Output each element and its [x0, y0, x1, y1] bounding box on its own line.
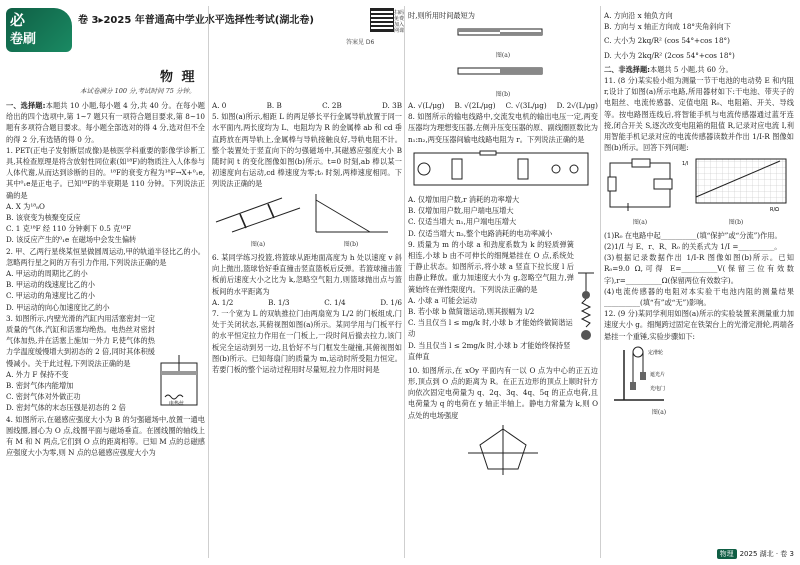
q12-stem: 12. (9 分)某同学利用如图(a)所示的实验装置来测量重力加速度大小 g。细绳跨过固定在铁架台上的光滑定滑轮,两端各悬挂一个重锤,实验步骤如下: [604, 309, 794, 341]
q11-part-4: (4)电流传感器的电阻对本实验干电池内阻的测量结果__________(填“有”或“无”)影响。 [604, 286, 794, 308]
q10-option[interactable]: D. 大小为 2kq/R² (2cos 54°+cos 18°) [604, 50, 735, 60]
brand-logo [6, 8, 72, 52]
q11-fig-a [604, 155, 676, 227]
heater-coil [165, 395, 183, 399]
q3-stem: 3. 如图所示,内壁光滑的汽缸内用活塞密封一定质量的气体,汽缸和活塞均绝热。电热丝对密封气体加热,并在活塞上施加一外力 F,使气体的热力学温度缓慢增大到初态的 2 倍,同时其体积缓慢减小。关于此过程,下列说法正确的是 [6, 313, 155, 368]
q8-option[interactable]: A. 仅增加用户数,r 消耗的功率增大 [408, 195, 520, 205]
piston [161, 371, 197, 375]
q5-fig-b-caption: 图(b) [343, 240, 359, 248]
q10-option[interactable]: B. 方向与 x 轴正方向成 18°夹角斜向下 [604, 22, 731, 32]
q11-part-2: (2)1/I 与 E、r、R、R₀ 的关系式为 1/I =__________。 [604, 242, 782, 252]
q3-option[interactable]: B. 密封气体内能增加 [6, 381, 74, 391]
q9-option[interactable]: A. 小球 a 可能会运动 [408, 295, 477, 305]
q8-lead: 时,则所用时间最短为 [408, 11, 475, 20]
q8-fig-a-caption: 图(a) [495, 52, 511, 60]
q10-option[interactable]: C. 大小为 2kq/R² (cos 54°+cos 18°) [604, 36, 730, 46]
q9-option[interactable]: B. 若小球 b 做简谐运动,则其振幅为 l/2 [408, 307, 535, 317]
q8-option[interactable]: C. √(3L/μg) [505, 101, 547, 111]
rails-figure [212, 192, 304, 236]
qr-note: 扫码免费加入网课 [394, 10, 405, 34]
rail-top [216, 198, 282, 222]
column-2 [212, 100, 402, 375]
q5-fig-b [310, 192, 392, 250]
q8-option[interactable]: B. √(2L/μg) [454, 101, 496, 111]
b-t-graph [310, 192, 392, 236]
footer-text: 2025 湖北 · 卷 3 [739, 550, 794, 558]
q2-stem: 2. 甲、乙两行星绕某恒星做圆周运动,甲的轨道半径比乙的小。忽略两行星之间的万有引力作用,下列说法正确的是 [6, 246, 205, 267]
q3-block [6, 313, 205, 414]
q9-stem: 9. 质量为 m 的小球 a 和劲度系数为 k 的轻质弹簧相连,小球 b 由不可伸长的细绳悬挂在 O 点,系统处于静止状态。如图所示,将小球 a 竖直下拉长度 l 后由静止释放。重力加速度大小为 g,忽略空气阻力,弹簧始终在弹性限度内。下列说法正确的是 [408, 239, 574, 294]
q11-fig-b-caption: 图(b) [728, 218, 744, 226]
q5-stem: 5. 如图(a)所示,相距 L 的两足够长平行金属导轨放置于同一水平面内,两长度均为 L、电阻均为 R 的金属棒 ab 和 cd 垂直跨放在两导轨上,金属棒与导轨接触良好,导轨电阻不计。整个装置处于竖直向下的匀强磁场中,其磁感应强度大小 B 随时间 t 的变化图像如图(b)所示。t=0 时刻,ab 棒以某一初速度向右运动,cd 棒速度为零;t₀ 时刻,两棒速度相同。下列说法正确的是 [212, 112, 402, 189]
q1-stem: 1. PET(正电子发射断层成像)是核医学科重要的影像学诊断工具,其检查原理是将含放射性同位素(如¹⁸F)的物质注入人体参与人体代谢,从而达到诊断的目的。¹⁸F的衰变方程为¹⁸F→X+⁰₁e,其中⁰₁e是正电子。已知¹⁸F的半衰期是 110 分钟。下列说法正确的是 [6, 145, 205, 200]
q4-option[interactable]: B. B [266, 101, 282, 110]
column-1 [6, 100, 205, 459]
q4-stem: 4. 如图所示,在磁感应强度大小为 B 的匀强磁场中,放置一通电圆线圈,圆心为 O 点,线圈平面与磁场垂直。在圆线圈的轴线上有 M 和 N 两点,它们到 O 点的距离相等。已知 M 点的总磁感应强度大小为零,则 N 点的总磁感应强度大小为 [6, 414, 205, 458]
transmission-circuit [408, 145, 594, 191]
ball-a [581, 330, 591, 340]
q2-option[interactable]: A. 甲运动的周期比乙的小 [6, 269, 88, 279]
y-axis-label: 1/I [682, 161, 689, 168]
q11-part-3: (3)根据记录数据作出 1/I-R 图像如图(b)所示。已知 R₀=9.0 Ω,可得 E=__________V(保留三位有效数字),r=__________Ω(保留两位有效数字)。 [604, 253, 794, 285]
q9-option[interactable]: C. 当且仅当 l ≤ mg/k 时,小球 b 才能始终做简谐运动 [408, 318, 573, 339]
answer-reference: 答案见 D6 [346, 39, 375, 46]
q4-options [212, 100, 402, 111]
q8-time-options [408, 100, 598, 111]
generator-icon [418, 163, 430, 175]
column-4 [604, 10, 794, 418]
door-fig-b [408, 62, 594, 86]
section2-text [604, 64, 794, 75]
rod-ab [240, 214, 246, 228]
q11-stem: 11. (8 分)某实验小组为测量一节干电池的电动势 E 和内阻 r,设计了如图(a)所示电路,所用器材如下:干电池、带夹子的电阻丝、电流传感器、定值电阻 R₀、电阻箱、开关、导线等。按电路图连线后,将智能手机与电流传感器通过蓝牙连接,闭合开关 S,逐次改变电阻箱的阻值 R,记录对应电流 I,利用智能手机记录对应的电流传感器读数并作出 1/I-R 图像如图(b)所示。回答下列问题: [604, 76, 794, 153]
lamp-icon [570, 165, 578, 173]
q10-stem: 10. 如图所示,在 xOy 平面内有一以 O 点为中心的正五边形,顶点到 O 点的距离为 R。在正五边形的顶点上顺时针方向依次固定电荷量为 q、2q、3q、4q、5q 的正点电荷,且电荷量为 q 的电荷在 y 轴正半轴上。静电力常量为 k,则 O 点处的电场强度 [408, 365, 598, 420]
transformer-icon [452, 159, 462, 179]
column-divider [208, 6, 209, 558]
q8-option[interactable]: C. 仅适当增大 n₁,用户端电压增大 [408, 217, 517, 227]
grid-area [696, 159, 786, 203]
q6-option[interactable]: C. 1/4 [324, 297, 346, 307]
q5-fig-a-caption: 图(a) [250, 240, 266, 248]
exam-title: 卷 3▸2025 年普通高中学业水平选择性考试(湖北卷) [78, 15, 314, 26]
q3-option[interactable]: D. 密封气体的末态压强是初态的 2 倍 [6, 403, 126, 413]
q8-stem: 8. 如图所示的输电线路中,交流发电机的输出电压一定,两变压器均为理想变压器,左侧升压变压器的原、副线圈匝数比为 n₁:n₂,两变压器间输电线路电阻为 r。下列说法正确的是 [408, 112, 598, 144]
q8-option[interactable]: D. 仅适当增大 n₂,整个电路消耗的电功率减小 [408, 228, 553, 238]
q4-option[interactable]: D. 3B [382, 101, 402, 110]
resistance-box-icon [654, 179, 672, 189]
q8-option[interactable]: D. 2√(L/μg) [556, 101, 598, 111]
pentagon-figure [408, 421, 594, 477]
ball-b [582, 291, 590, 299]
spring-figure [574, 269, 598, 365]
logo-bottom: 卷刷 [10, 32, 37, 47]
q3-option[interactable]: A. 外力 F 保持不变 [6, 369, 69, 379]
rod-cd [268, 204, 274, 218]
q5-figures [212, 192, 402, 250]
lamp-icon [552, 165, 560, 173]
q12-fig-a [604, 342, 714, 418]
q6-option[interactable]: B. 1/3 [268, 297, 290, 307]
heater-label: 电热丝 [169, 400, 185, 407]
q2-option[interactable]: D. 甲运动的向心加速度比乙的小 [6, 302, 110, 312]
door-panel [458, 29, 500, 32]
q11-part-1: (1)R₀ 在电路中起__________(填“保护”或“分流”)作用。 [604, 230, 782, 240]
pulley-icon [633, 347, 643, 357]
q12-fig-a-caption: 图(a) [651, 409, 667, 417]
resistor-icon [480, 151, 496, 155]
gate-label: 光电门 [650, 385, 666, 392]
pulley-label: 定滑轮 [648, 349, 664, 356]
door-panel [500, 71, 542, 74]
cylinder-figure [155, 353, 205, 409]
door-panel [500, 32, 542, 35]
q11-fig-b [680, 155, 792, 227]
exam-note: 本试卷满分 100 分,考试时间 75 分钟。 [80, 87, 196, 95]
section2-heading: 二、非选择题: [604, 64, 650, 74]
q3-option[interactable]: C. 密封气体对外做正功 [6, 392, 81, 402]
section1-heading: 一、选择题: [6, 101, 46, 110]
logo-top: 必 [10, 11, 26, 29]
footer-tag: 物理 [717, 549, 737, 559]
resistor-icon [632, 159, 650, 167]
section2-intro: 本题共 5 小题,共 60 分。 [650, 64, 733, 74]
inverse-current-graph [680, 155, 792, 213]
q1-option[interactable]: D. 该反应产生的⁰₁e 在磁场中会发生偏转 [6, 235, 137, 245]
q5-fig-a [212, 192, 304, 250]
q8-option[interactable]: A. √(L/μg) [408, 101, 445, 111]
circuit-outline [414, 153, 588, 185]
spring [582, 299, 590, 327]
q1-option[interactable]: A. X 为¹⁸₈O [6, 201, 45, 211]
section1-intro: 本题共 10 小题,每小题 4 分,共 40 分。在每小题给出的四个选项中,第 1~7 题只有一项符合题目要求,第 8~10 题有多项符合题目要求。每小题全部选对的得 4 分,选对但不全的得 2 分,有选错的得 0 分。 [6, 101, 205, 144]
q2-option[interactable]: C. 甲运动的角速度比乙的小 [6, 291, 95, 301]
q9-option[interactable]: D. 当且仅当 l ≤ 2mg/k 时,小球 b 才能始终保持竖直伸直 [408, 340, 571, 361]
qr-code-icon[interactable] [370, 8, 394, 32]
q6-stem: 6. 某同学练习投篮,将篮球从距地面高度为 h 处以速度 v 斜向上抛出,篮球恰好垂直撞击竖直篮板后反弹。若篮球撞击篮板前后速度大小之比为 k,忽略空气阻力,则篮球抛出点与篮板间的水平距离为 [212, 253, 402, 296]
q1-option[interactable]: B. 该衰变为核聚变反应 [6, 213, 81, 223]
weight [640, 372, 646, 380]
q11-figures [604, 155, 794, 227]
column-divider [600, 6, 601, 558]
column-3 [408, 10, 598, 480]
section1-text [6, 100, 205, 145]
q6-options [212, 297, 402, 308]
q6-option[interactable]: D. 1/6 [380, 297, 402, 307]
subject-title: 物 理 [160, 70, 197, 85]
battery-circuit [604, 155, 676, 213]
q4-option[interactable]: A. 0 [212, 101, 227, 110]
page-header [6, 8, 406, 54]
q9-block [408, 239, 598, 365]
door-panel [500, 68, 542, 71]
flag-label: 遮光片 [650, 371, 666, 378]
q2-option[interactable]: B. 甲运动的线速度比乙的小 [6, 280, 95, 290]
q6-option[interactable]: A. 1/2 [212, 297, 234, 307]
pulley-apparatus [604, 342, 714, 404]
q7-stem: 7. 一个宽为 L 的双轨推拉门由两扇宽为 L/2 的门板组成,门处于关闭状态,其俯视图如图(a)所示。某同学用与门板平行的水平恒定拉力作用在一门板上,一段时间后撤去拉力,该门板完全运动到另一边,且恰好不与门框发生碰撞,其俯视图如图(b)所示。已知每扇门的质量为 m,运动时所受阻力恒定。若要门板的整个运动过程用时尽量短,拉力作用时间是 [212, 309, 402, 375]
q10-option[interactable]: A. 方向沿 x 轴负方向 [604, 11, 673, 20]
q1-option[interactable]: C. 1 克¹⁸F 经 110 分钟剩下 0.5 克¹⁸F [6, 224, 132, 234]
door-fig-a [408, 21, 594, 47]
q4-option[interactable]: C. 2B [322, 101, 342, 110]
b-curve [316, 200, 370, 232]
q11-fig-a-caption: 图(a) [632, 218, 648, 226]
sensor-icon [608, 177, 616, 191]
transformer-icon [518, 159, 528, 179]
x-axis-label: R/Ω [770, 207, 779, 214]
column-divider [404, 6, 405, 558]
q8-option[interactable]: B. 仅增加用户数,用户端电压增大 [408, 206, 514, 216]
q8-fig-b-caption: 图(b) [495, 90, 511, 98]
page-footer [717, 549, 794, 559]
weight [630, 382, 636, 390]
